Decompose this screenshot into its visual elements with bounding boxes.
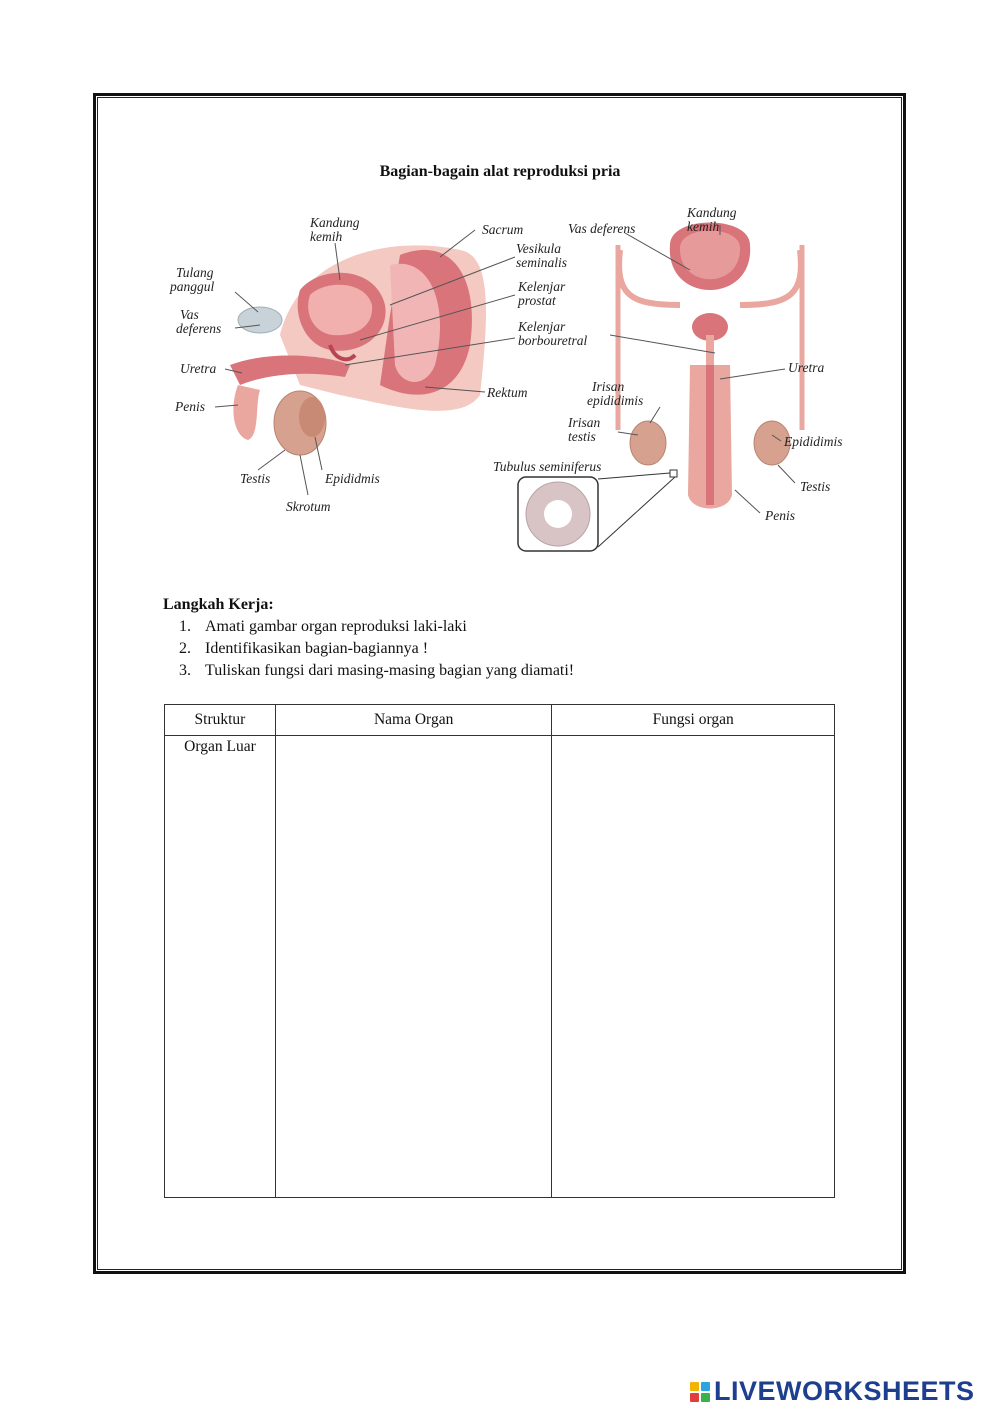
label-tulang-panggul-2: panggul <box>170 279 215 294</box>
label-testis: Testis <box>240 471 271 486</box>
table-header-row <box>165 705 835 736</box>
label-r-epididimis: Epididimis <box>784 434 843 449</box>
label-kelenjar-borbouretral: Kelenjar <box>518 319 566 334</box>
label-epididmis: Epididmis <box>325 471 380 486</box>
label-kelenjar-borbouretral-2: borbouretral <box>518 333 588 348</box>
label-r-vas-deferens: Vas deferens <box>568 221 636 236</box>
header-nama-organ: Nama Organ <box>275 705 552 736</box>
label-skrotum: Skrotum <box>286 499 331 514</box>
table-row <box>165 736 835 1198</box>
diagram-title: Bagian-bagain alat reproduksi pria <box>379 163 621 180</box>
header-struktur: Struktur <box>165 705 276 736</box>
label-r-kandung-kemih-2: kemih <box>687 219 720 234</box>
label-r-kandung-kemih: Kandung <box>687 205 737 220</box>
answer-table <box>164 704 835 1198</box>
label-irisan-testis-2: testis <box>568 429 596 444</box>
steps-heading: Langkah Kerja: <box>163 596 274 613</box>
label-rektum: Rektum <box>487 385 528 400</box>
frontal-illustration <box>518 223 802 552</box>
label-vesikula: Vesikula <box>516 241 561 256</box>
step-item: 2. Identifikasikan bagian-bagiannya ! <box>195 638 574 660</box>
label-vas-deferens: Vas <box>180 307 199 322</box>
fungsi-organ-answer-cell[interactable] <box>552 736 835 1198</box>
step-item: 3. Tuliskan fungsi dari masing-masing bagian yang diamati! <box>195 660 574 682</box>
label-tubulus-seminiferus: Tubulus seminiferus <box>493 459 602 474</box>
row-label-organ-luar: Organ Luar <box>165 736 276 1198</box>
liveworksheets-logo-icon <box>690 1382 710 1402</box>
label-r-testis: Testis <box>800 479 831 494</box>
label-tulang-panggul: Tulang <box>176 265 214 280</box>
label-irisan-epididimis-2: epididimis <box>587 393 644 408</box>
label-irisan-testis: Irisan <box>568 415 601 430</box>
steps-list <box>163 616 574 682</box>
label-kelenjar-prostat: Kelenjar <box>518 279 566 294</box>
label-penis: Penis <box>175 399 205 414</box>
label-vas-deferens-2: deferens <box>176 321 222 336</box>
label-vesikula-2: seminalis <box>516 255 568 270</box>
header-fungsi-organ: Fungsi organ <box>552 705 835 736</box>
label-uretra: Uretra <box>180 361 217 376</box>
label-r-penis: Penis <box>765 508 795 523</box>
watermark-text: LIVEWORKSHEETS <box>714 1376 975 1406</box>
label-r-uretra: Uretra <box>788 360 825 375</box>
label-kandung-kemih: Kandung <box>310 215 360 230</box>
step-item: 1. Amati gambar organ reproduksi laki-laki <box>195 616 574 638</box>
sagittal-illustration <box>230 245 486 455</box>
label-kandung-kemih-2: kemih <box>310 229 343 244</box>
label-sacrum: Sacrum <box>482 222 524 237</box>
nama-organ-answer-cell[interactable] <box>275 736 552 1198</box>
work-steps <box>163 594 574 682</box>
liveworksheets-watermark <box>690 1376 975 1407</box>
label-kelenjar-prostat-2: prostat <box>518 293 556 308</box>
label-irisan-epididimis: Irisan <box>592 379 625 394</box>
anatomy-diagram <box>160 195 860 565</box>
